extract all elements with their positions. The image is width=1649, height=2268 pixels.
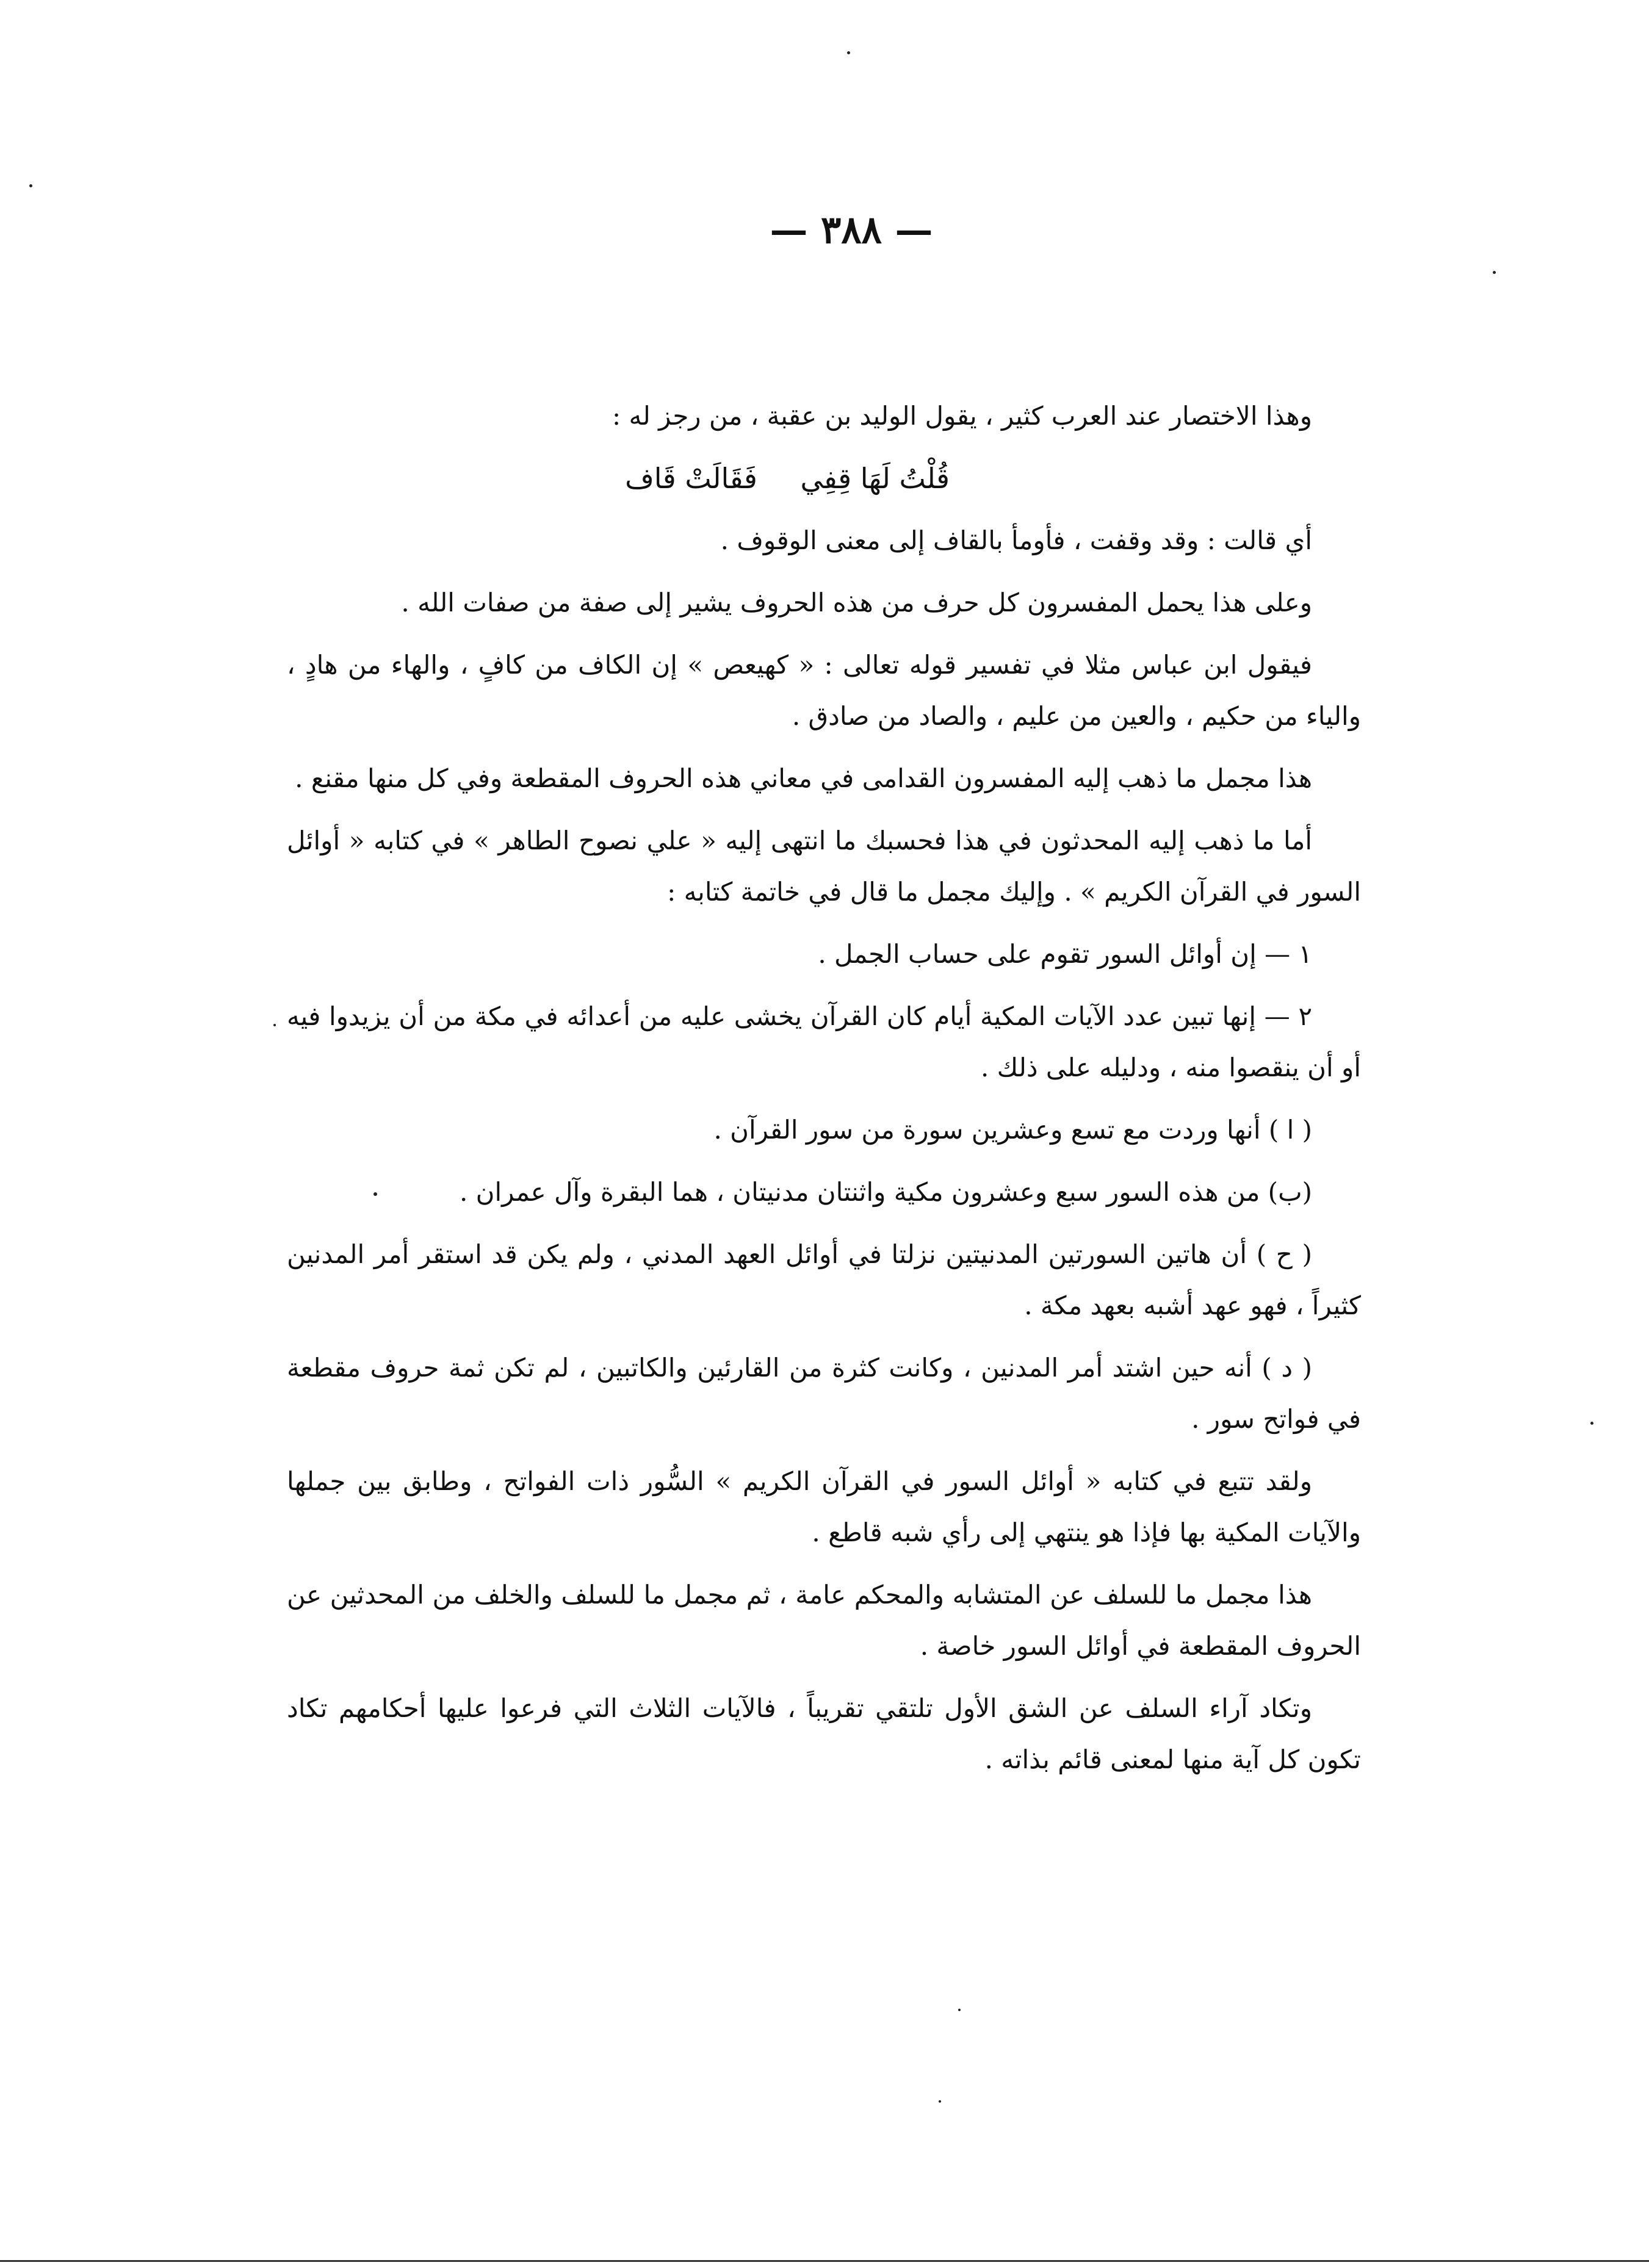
lettered-item: ( ح ) أن هاتين السورتين المدنيتين نزلتا في أوائل العهد المدني ، ولم يكن قد استقر أمر المدنين كثيراً ، فهو عهد أشبه بعهد مكة . [287,1239,1361,1320]
numbered-item: ٢ — إنها تبين عدد الآيات المكية أيام كان القرآن يخشى عليه من أعدائه في مكة من أن يزيدوا فيه أو أن ينقصوا منه ، ودليله على ذلك . [287,1001,1361,1082]
scan-speck [1493,271,1496,274]
paragraph: أما ما ذهب إليه المحدثون في هذا فحسبك ما انتهى إليه « علي نصوح الطاهر » في كتابه « أوائل السور في القرآن الكريم » . وإليك مجمل ما قال في خاتمة كتابه : [287,826,1361,907]
scan-speck [1590,1422,1593,1425]
paragraph: هذا مجمل ما ذهب إليه المفسرون القدامى في معاني هذه الحروف المقطعة وفي كل منها مقنع . [295,763,1312,793]
paragraph: هذا مجمل ما للسلف عن المتشابه والمحكم عامة ، ثم مجمل ما للسلف والخلف من المحدثين عن الحروف المقطعة في أوائل السور خاصة . [287,1580,1361,1661]
verse-hemistich: فَقَالَتْ قَاف [625,462,757,495]
scan-speck [29,184,32,187]
paragraph: وهذا الاختصار عند العرب كثير ، يقول الوليد بن عقبة ، من رجز له : [612,401,1312,431]
verse [287,453,1361,504]
paragraph: أي قالت : وقد وقفت ، فأومأ بالقاف إلى معنى الوقوف . [720,525,1312,555]
lettered-item: ( ا ) أنها وردت مع تسع وعشرين سورة من سور القرآن . [713,1115,1312,1145]
numbered-item: ١ — إن أوائل السور تقوم على حساب الجمل . [818,939,1312,969]
paragraph: فيقول ابن عباس مثلا في تفسير قوله تعالى : « كهيعص » إن الكاف من كافٍ ، والهاء من هادٍ ، والياء من حكيم ، والعين من عليم ، والصاد من صادق . [287,650,1361,731]
scan-speck [939,2100,941,2103]
paragraph: وعلى هذا يحمل المفسرون كل حرف من هذه الحروف يشير إلى صفة من صفات الله . [401,588,1312,617]
scan-speck [958,2009,961,2011]
paragraph: ولقد تتبع في كتابه « أوائل السور في القرآن الكريم » السُّور ذات الفواتح ، وطابق بين جملها والآيات المكية بها فإذا هو ينتهي إلى رأي شبه قاطع . [287,1466,1361,1547]
paragraph: وتكاد آراء السلف عن الشق الأول تلتقي تقريباً ، فالآيات الثلاث التي فرعوا عليها أحكامهم تكاد تكون كل آية منها لمعنى قائم بذاته . [287,1693,1361,1774]
verse-hemistich: قُلْتُ لَهَا قِفِي [800,462,950,495]
lettered-item: (ب) من هذه السور سبع وعشرون مكية واثنتان مدنيتان ، هما البقرة وآل عمران . [459,1177,1312,1207]
scan-speck [273,1024,276,1026]
body-text [287,391,1361,1796]
lettered-item: ( د ) أنه حين اشتد أمر المدنين ، وكانت كثرة من القارئين والكاتبين ، لم تكن ثمة حروف مقطعة في فواتح سور . [287,1353,1361,1434]
scan-speck [847,51,850,54]
page-number: — ٣٨٨ — [770,207,933,252]
scan-edge-line [0,2260,1649,2262]
